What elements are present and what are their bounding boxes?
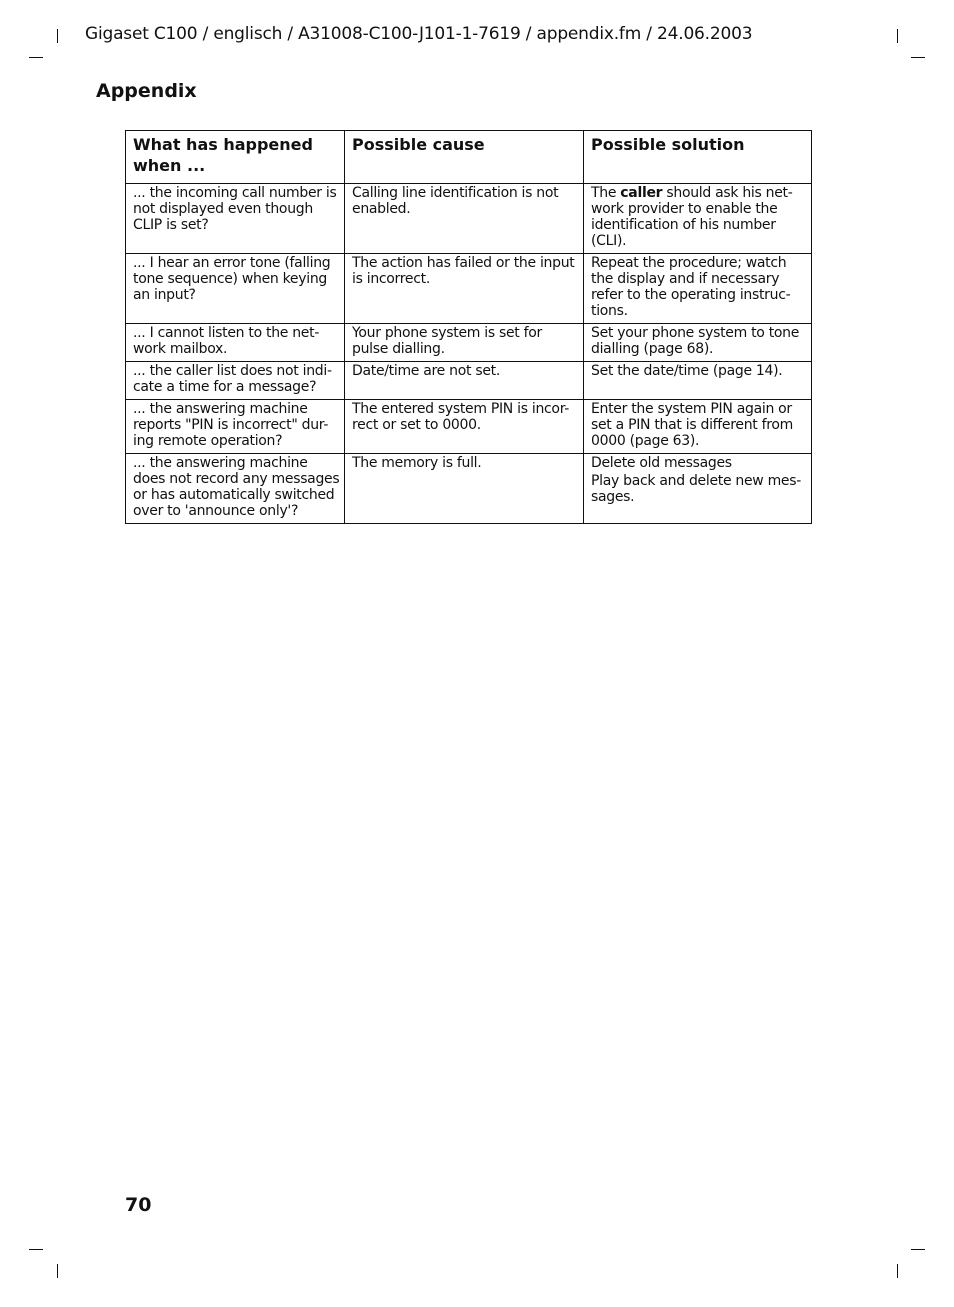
column-header-cause: Possible cause: [345, 131, 584, 184]
cell-solution: Repeat the procedure; watch the display and if necessary refer to the operating instruc-tions.: [584, 254, 812, 324]
table-row: [126, 454, 812, 524]
troubleshooting-table: [125, 130, 812, 524]
cell-solution: Enter the system PIN again or set a PIN that is different from 0000 (page 63).: [584, 400, 812, 454]
crop-mark-top-right-horizontal: [911, 57, 925, 58]
cell-what: ... I hear an error tone (falling tone sequence) when keying an input?: [126, 254, 345, 324]
section-title: Appendix: [96, 80, 197, 102]
solution-line: Play back and delete new mes-sages.: [591, 473, 801, 505]
column-header-solution: Possible solution: [584, 131, 812, 184]
cell-cause: The memory is full.: [345, 454, 584, 524]
solution-text-start: The: [591, 185, 621, 201]
cell-cause: The action has failed or the input is incorrect.: [345, 254, 584, 324]
column-header-what: What has happened when ...: [126, 131, 345, 184]
table-row: [126, 362, 812, 400]
table-row: [126, 184, 812, 254]
table-row: [126, 400, 812, 454]
document-header: Gigaset C100 / englisch / A31008-C100-J101-1-7619 / appendix.fm / 24.06.2003: [85, 24, 753, 44]
table-row: [126, 254, 812, 324]
cell-solution: Set the date/time (page 14).: [584, 362, 812, 400]
crop-mark-bottom-right-vertical: [897, 1264, 898, 1278]
cell-solution: [584, 454, 812, 524]
crop-mark-bottom-left-horizontal: [29, 1249, 43, 1250]
crop-mark-top-right-vertical: [897, 29, 898, 43]
table-row: [126, 324, 812, 362]
crop-mark-bottom-right-horizontal: [911, 1249, 925, 1250]
cell-what: ... the incoming call number is not displayed even though CLIP is set?: [126, 184, 345, 254]
cell-cause: Calling line identification is not enabled.: [345, 184, 584, 254]
solution-emphasis: caller: [620, 185, 663, 201]
crop-mark-bottom-left-vertical: [57, 1264, 58, 1278]
cell-cause: The entered system PIN is incor-rect or set to 0000.: [345, 400, 584, 454]
table-header-row: [126, 131, 812, 184]
cell-what: ... the answering machine reports "PIN is incorrect" dur-ing remote operation?: [126, 400, 345, 454]
cell-solution: Set your phone system to tone dialling (page 68).: [584, 324, 812, 362]
cell-what: ... I cannot listen to the net-work mailbox.: [126, 324, 345, 362]
solution-line: Delete old messages: [591, 455, 732, 471]
crop-mark-top-left-horizontal: [29, 57, 43, 58]
cell-what: ... the caller list does not indi-cate a time for a message?: [126, 362, 345, 400]
cell-solution: [584, 184, 812, 254]
solution-text-end: should ask his net-work provider to enable the identification of his number (CLI).: [591, 185, 793, 249]
cell-cause: Date/time are not set.: [345, 362, 584, 400]
cell-what: ... the answering machine does not record any messages or has automatically switched over to 'announce only'?: [126, 454, 345, 524]
cell-cause: Your phone system is set for pulse dialling.: [345, 324, 584, 362]
crop-mark-top-left-vertical: [57, 29, 58, 43]
page-number: 70: [125, 1194, 152, 1216]
